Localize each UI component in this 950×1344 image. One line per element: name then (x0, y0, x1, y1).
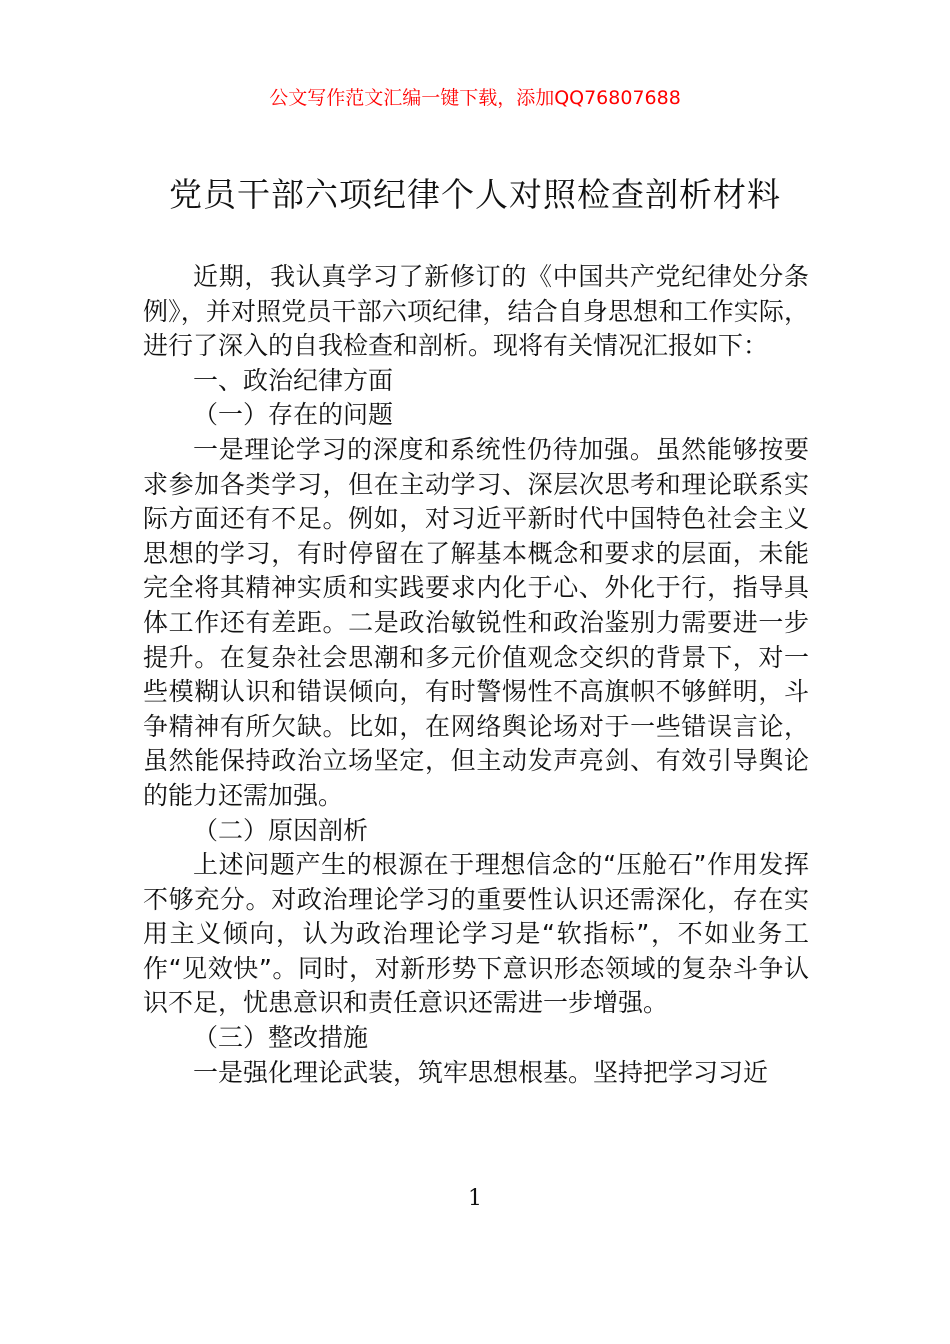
paragraph-causes: 上述问题产生的根源在于理想信念的“压舱石”作用发挥不够充分。对政治理论学习的重要性认识还需深化，存在实用主义倾向，认为政治理论学习是“软指标”，不如业务工作“见效快”。同时，对新形势下意识形态领域的复杂斗争认识不足，忧患意识和责任意识还需进一步增强。 (143, 850, 809, 1018)
subheading-measures: （三）整改措施 (193, 1023, 369, 1053)
document-body (143, 260, 809, 1090)
paragraph-measures: 一是强化理论武装，筑牢思想根基。坚持把学习习近 (193, 1057, 769, 1087)
document-title: 党员干部六项纪律个人对照检查剖析材料 (169, 175, 781, 214)
paragraph-intro: 近期，我认真学习了新修订的《中国共产党纪律处分条例》，并对照党员干部六项纪律，结合自身思想和工作实际，进行了深入的自我检查和剖析。现将有关情况汇报如下： (143, 262, 809, 361)
download-notice: 公文写作范文汇编一键下载，添加QQ76807688 (269, 87, 681, 109)
heading-political-discipline: 一、政治纪律方面 (193, 365, 394, 395)
subheading-causes: （二）原因剖析 (193, 815, 369, 845)
paragraph-problems: 一是理论学习的深度和系统性仍待加强。虽然能够按要求参加各类学习，但在主动学习、深层次思考和理论联系实际方面还有不足。例如，对习近平新时代中国特色社会主义思想的学习，有时停留在了解基本概念和要求的层面，未能完全将其精神实质和实践要求内化于心、外化于行，指导具体工作还有差距。二是政治敏锐性和政治鉴别力需要进一步提升。在复杂社会思潮和多元价值观念交织的背景下，对一些模糊认识和错误倾向，有时警惕性不高旗帜不够鲜明，斗争精神有所欠缺。比如，在网络舆论场对于一些错误言论，虽然能保持政治立场坚定，但主动发声亮剑、有效引导舆论的能力还需加强。 (143, 434, 809, 810)
page-number: 1 (468, 1186, 482, 1211)
subheading-problems: （一）存在的问题 (193, 400, 394, 430)
